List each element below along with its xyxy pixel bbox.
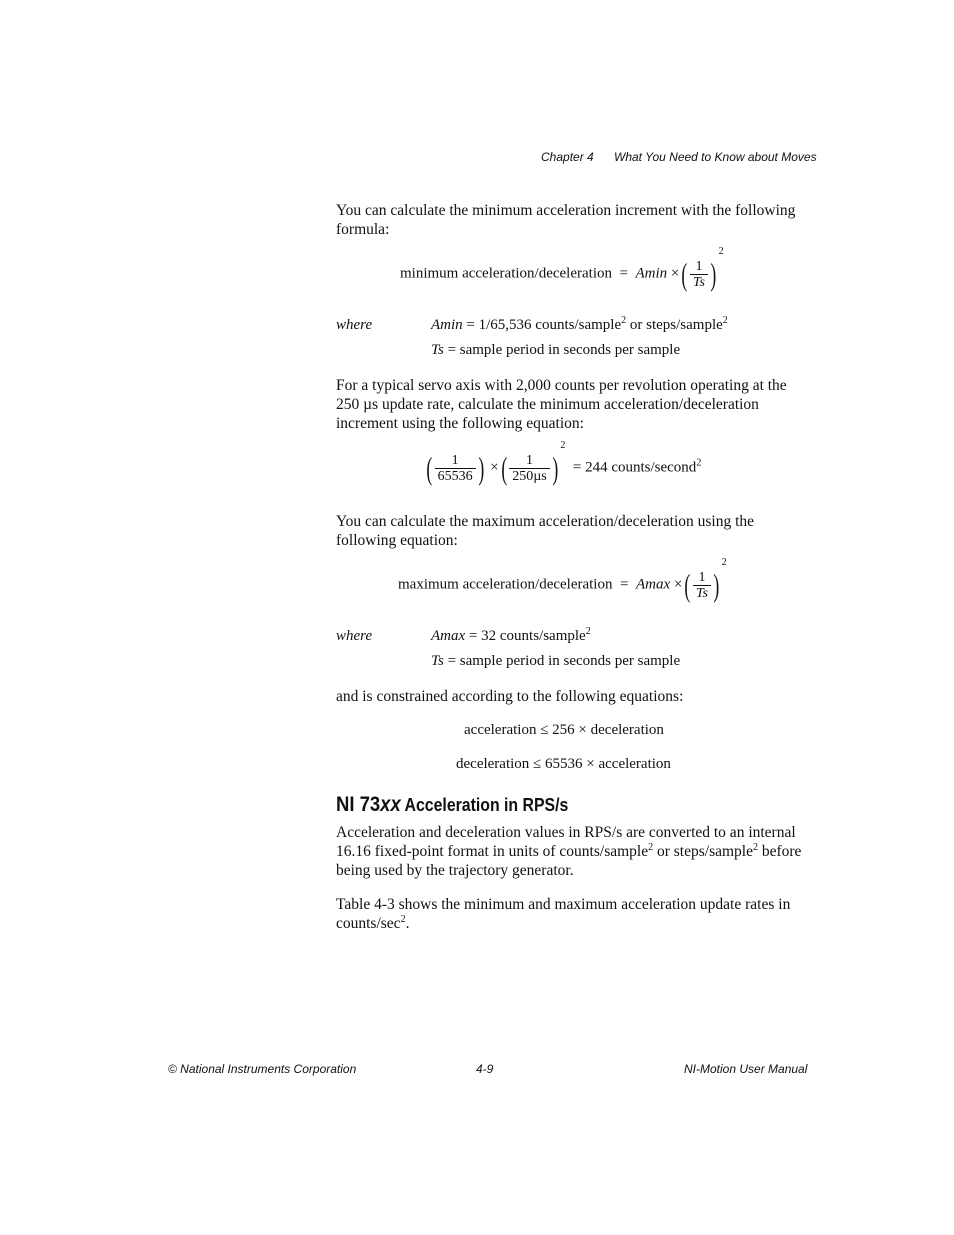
where2-text1: = 32 counts/sample <box>465 628 586 644</box>
eq2-n2: 1 <box>509 453 550 469</box>
eq1-lhs: minimum acceleration/deceleration <box>400 265 612 282</box>
where-label-2: where <box>336 628 373 644</box>
equation-accel-constraint: acceleration ≤ 256 × deceleration <box>464 722 664 738</box>
eq1-den: Ts <box>693 274 705 290</box>
p6-a: Table 4-3 shows the minimum and maximum acceleration update rates in counts/sec <box>336 896 791 932</box>
where2-text2: = sample period in seconds per sample <box>443 653 681 669</box>
eq2-times: × <box>490 459 499 476</box>
header-title: What You Need to Know about Moves <box>614 150 817 164</box>
equation-max-accel <box>398 557 727 603</box>
where2-sup1: 2 <box>585 626 591 637</box>
heading-rest: Acceleration in RPS/s <box>400 795 569 815</box>
eq3-lhs: maximum acceleration/deceleration <box>398 576 613 593</box>
eq2-rparen2: ) <box>552 450 558 486</box>
where2-var2: Ts <box>431 653 444 669</box>
p5-b: or steps/sample <box>653 843 753 860</box>
where2-def-ts <box>431 653 680 670</box>
eq1-power: 2 <box>718 246 724 257</box>
eq3-rparen: ) <box>713 567 720 603</box>
paragraph-constraint-intro: and is constrained according to the following equations: <box>336 688 684 705</box>
eq1-equals: = <box>619 265 628 282</box>
eq3-den: Ts <box>695 585 708 601</box>
eq2-power: 2 <box>560 440 566 451</box>
where2-def-amax <box>431 628 591 645</box>
eq1-num: 1 <box>690 259 708 275</box>
p5-sup2: 2 <box>752 841 758 853</box>
eq2-lparen2: ( <box>500 450 507 486</box>
eq2-n1: 1 <box>435 453 476 469</box>
heading-prefix: NI 73 <box>336 793 381 816</box>
where1-text1: = 1/65,536 counts/sample <box>462 317 622 333</box>
eq1-var: Amin <box>635 265 668 282</box>
paragraph-max-accel-intro: You can calculate the maximum acceleration/deceleration using the following equation: <box>336 513 755 549</box>
footer-manual-title: NI-Motion User Manual <box>684 1062 808 1076</box>
eq2-rhs: = 244 counts/second <box>572 459 697 476</box>
eq1-times: × <box>670 265 680 282</box>
where1-def-amin <box>431 317 728 334</box>
paragraph-table-reference <box>336 895 804 933</box>
eq3-num: 1 <box>693 570 711 586</box>
eq3-lparen: ( <box>684 567 691 603</box>
where2-var1: Amax <box>431 628 466 644</box>
where1-sup2: 2 <box>722 315 728 326</box>
eq2-rhs-sup: 2 <box>696 457 702 469</box>
eq3-var: Amax <box>635 576 671 593</box>
paragraph-servo-example: For a typical servo axis with 2,000 counts per revolution operating at the 250 µs update rate, calculate the minimum acceleration/deceleration increment using the following equation: <box>336 377 787 432</box>
p5-sup1: 2 <box>648 841 654 853</box>
heading-italic: xx <box>380 793 401 816</box>
p6-sup: 2 <box>400 913 406 925</box>
paragraph-rps-conversion <box>336 823 804 880</box>
eq2-fraction2 <box>509 453 550 484</box>
paragraph-min-accel-intro: You can calculate the minimum acceleration increment with the following formula: <box>336 202 796 238</box>
eq2-d1: 65536 <box>437 468 473 484</box>
eq2-lparen1: ( <box>426 450 433 486</box>
p5-c: before being used by the trajectory generator. <box>336 843 802 879</box>
where1-text1b: or steps/sample <box>626 317 723 333</box>
equation-decel-constraint: deceleration ≤ 65536 × acceleration <box>456 756 671 772</box>
eq3-times: × <box>673 576 683 593</box>
where1-def-ts <box>431 342 680 359</box>
equation-min-accel-example <box>424 440 702 486</box>
eq3-fraction <box>693 570 711 601</box>
where-label-1: where <box>336 317 373 333</box>
p5-a: Acceleration and deceleration values in RPS/s are converted to an internal 16.16 fixed-point format in units of counts/sample <box>336 824 796 860</box>
section-heading <box>336 793 568 817</box>
eq1-fraction <box>690 259 708 290</box>
eq1-rparen: ) <box>710 256 717 292</box>
equation-min-accel <box>400 246 724 292</box>
eq2-d2: 250µs <box>512 468 547 484</box>
where1-var2: Ts <box>431 342 444 358</box>
where1-text2: = sample period in seconds per sample <box>443 342 681 358</box>
footer-copyright: © National Instruments Corporation <box>168 1062 357 1076</box>
footer-page-number: 4-9 <box>476 1062 494 1076</box>
where1-var1: Amin <box>431 317 463 333</box>
eq2-rparen1: ) <box>478 450 484 486</box>
p6-b: . <box>405 915 410 932</box>
eq3-equals: = <box>619 576 629 593</box>
where1-sup1: 2 <box>621 315 627 326</box>
eq1-lparen: ( <box>681 256 688 292</box>
eq3-power: 2 <box>721 557 727 568</box>
header-chapter: Chapter 4 <box>541 150 594 164</box>
eq2-fraction1 <box>435 453 476 484</box>
